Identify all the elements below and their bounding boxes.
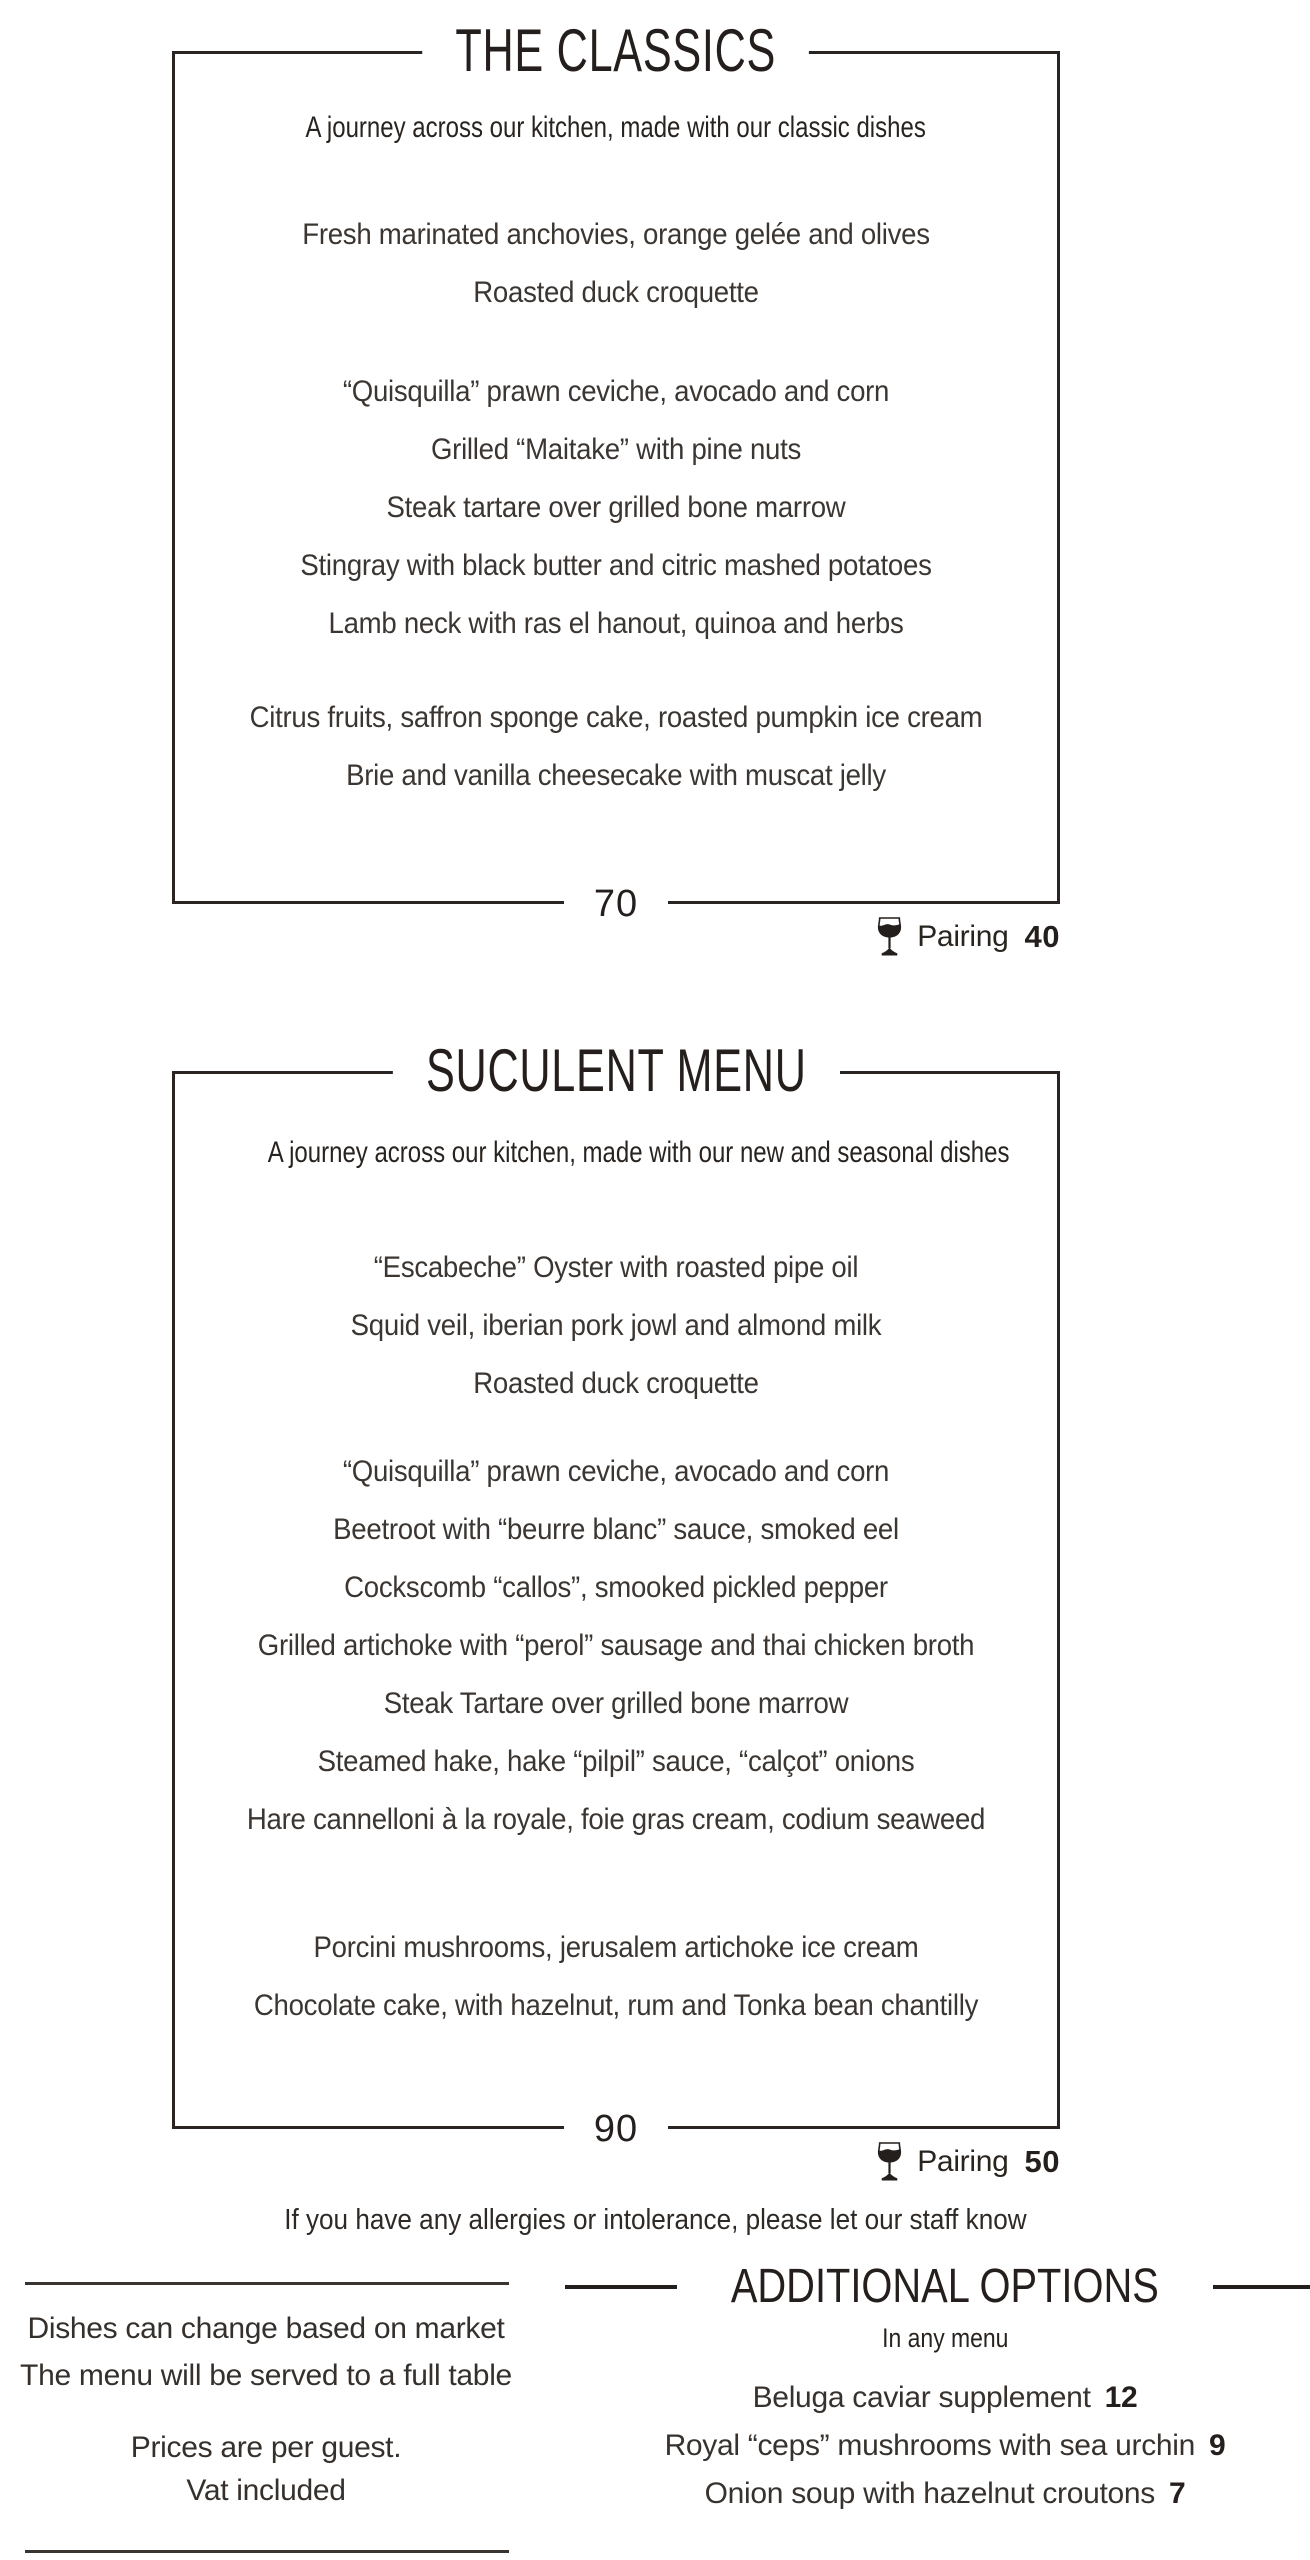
pairing-price: 50 bbox=[1024, 2144, 1060, 2179]
classics-course-desserts bbox=[210, 689, 1021, 805]
pairing-label: Pairing bbox=[917, 920, 1009, 953]
dish: Roasted duck croquette bbox=[473, 276, 759, 309]
suculent-course-mains bbox=[210, 1443, 1021, 1849]
suculent-title-row bbox=[175, 1038, 1057, 1104]
dish: “Quisquilla” prawn ceviche, avocado and corn bbox=[342, 1455, 890, 1488]
divider-line bbox=[25, 2282, 509, 2285]
footnote-per-guest: Prices are per guest. bbox=[130, 2431, 402, 2464]
additional-option-name: Beluga caviar supplement bbox=[752, 2381, 1091, 2414]
dish: Fresh marinated anchovies, orange gelée and olives bbox=[302, 218, 930, 251]
dish: Cockscomb “callos”, smooked pickled pepper bbox=[344, 1571, 888, 1604]
suculent-subtitle bbox=[175, 1124, 1057, 1181]
classics-menu-price: 70 bbox=[564, 883, 668, 926]
pairing-price: 40 bbox=[1024, 919, 1060, 954]
suculent-menu-panel bbox=[172, 1037, 1060, 2150]
footnote-vat: Vat included bbox=[186, 2474, 346, 2507]
additional-option bbox=[580, 2374, 1310, 2422]
classics-title-row bbox=[175, 18, 1057, 84]
classics-subtitle bbox=[175, 99, 1057, 156]
suculent-subtitle-text: A journey across our kitchen, made with our new and seasonal dishes bbox=[267, 1136, 1010, 1169]
dish: Porcini mushrooms, jerusalem artichoke ice cream bbox=[313, 1931, 919, 1964]
dish: Stingray with black butter and citric mashed potatoes bbox=[300, 549, 932, 582]
footnote-market: Dishes can change based on market bbox=[27, 2312, 505, 2345]
additional-options-title-row bbox=[580, 2254, 1310, 2320]
allergy-note bbox=[0, 2192, 1310, 2249]
dish: “Escabeche” Oyster with roasted pipe oil bbox=[373, 1251, 859, 1284]
divider-dash bbox=[565, 2285, 677, 2289]
dish: Steak tartare over grilled bone marrow bbox=[386, 491, 846, 524]
suculent-course-desserts bbox=[210, 1919, 1021, 2035]
dish: Squid veil, iberian pork jowl and almond milk bbox=[350, 1309, 882, 1342]
wine-glass-icon bbox=[876, 2142, 903, 2182]
dish: Grilled “Maitake” with pine nuts bbox=[430, 433, 802, 466]
dish: “Quisquilla” prawn ceviche, avocado and corn bbox=[342, 375, 890, 408]
additional-options-section bbox=[580, 2254, 1310, 2518]
menu-title-classics: THE CLASSICS bbox=[423, 18, 810, 84]
footnote-full-table: The menu will be served to a full table bbox=[20, 2359, 512, 2392]
wine-glass-icon bbox=[876, 917, 903, 957]
suculent-course-starters bbox=[210, 1239, 1021, 1413]
additional-options-subtitle bbox=[580, 2320, 1310, 2356]
additional-options-title: ADDITIONAL OPTIONS bbox=[731, 2260, 1159, 2313]
classics-pairing bbox=[876, 915, 1060, 959]
dish: Beetroot with “beurre blanc” sauce, smoked eel bbox=[333, 1513, 899, 1546]
dish: Grilled artichoke with “perol” sausage and thai chicken broth bbox=[257, 1629, 975, 1662]
divider-line bbox=[25, 2550, 509, 2553]
menu-title-suculent: SUCULENT MENU bbox=[393, 1038, 840, 1104]
suculent-pairing bbox=[876, 2140, 1060, 2184]
dish: Steamed hake, hake “pilpil” sauce, “calçot” onions bbox=[317, 1745, 915, 1778]
additional-option bbox=[580, 2422, 1310, 2470]
dish: Roasted duck croquette bbox=[473, 1367, 759, 1400]
classics-menu-panel bbox=[172, 17, 1060, 925]
allergy-note-text: If you have any allergies or intolerance, please let our staff know bbox=[283, 2204, 1027, 2236]
suculent-menu-price: 90 bbox=[564, 2108, 668, 2151]
dish: Lamb neck with ras el hanout, quinoa and herbs bbox=[328, 607, 904, 640]
dish: Steak Tartare over grilled bone marrow bbox=[383, 1687, 849, 1720]
pairing-label: Pairing bbox=[917, 2145, 1009, 2178]
dish: Chocolate cake, with hazelnut, rum and Tonka bean chantilly bbox=[253, 1989, 979, 2022]
additional-option-price: 12 bbox=[1104, 2381, 1138, 2414]
dish: Hare cannelloni à la royale, foie gras cream, codium seaweed bbox=[246, 1803, 986, 1836]
classics-course-mains bbox=[210, 363, 1021, 653]
additional-option-name: Royal “ceps” mushrooms with sea urchin bbox=[664, 2429, 1196, 2462]
additional-option bbox=[580, 2470, 1310, 2518]
classics-subtitle-text: A journey across our kitchen, made with our classic dishes bbox=[305, 111, 927, 144]
additional-options-list bbox=[580, 2374, 1310, 2518]
additional-options-subtitle-text: In any menu bbox=[881, 2323, 1009, 2353]
classics-course-starters bbox=[210, 206, 1021, 322]
additional-option-price: 7 bbox=[1169, 2477, 1186, 2510]
additional-option-price: 9 bbox=[1209, 2429, 1226, 2462]
dish: Brie and vanilla cheesecake with muscat jelly bbox=[346, 759, 886, 792]
dish: Citrus fruits, saffron sponge cake, roasted pumpkin ice cream bbox=[249, 701, 983, 734]
additional-option-name: Onion soup with hazelnut croutons bbox=[704, 2477, 1155, 2510]
divider-dash bbox=[1213, 2285, 1310, 2289]
